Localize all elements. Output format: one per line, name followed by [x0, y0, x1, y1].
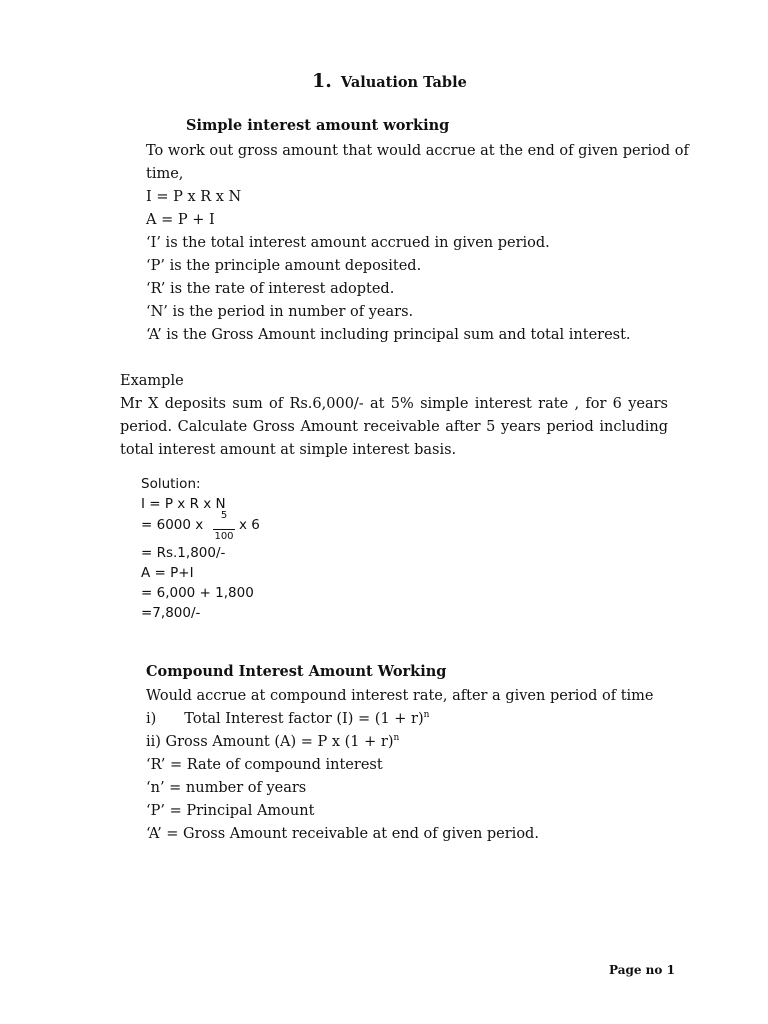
simple-formula-a: A = P + I — [146, 212, 215, 228]
simple-def-i: ‘I’ is the total interest amount accrued in given period. — [146, 235, 550, 251]
compound-item-1 — [146, 709, 429, 729]
simple-line-2: time, — [146, 166, 184, 182]
compound-item-1-exponent: n — [423, 710, 430, 721]
fraction-numerator: 5 — [220, 510, 228, 521]
solution-amount-calc: = 6,000 + 1,800 — [141, 585, 254, 601]
solution-amount-result: =7,800/- — [141, 605, 201, 621]
simple-def-a: ‘A’ is the Gross Amount including principal sum and total interest. — [146, 327, 631, 343]
simple-def-n: ‘N’ is the period in number of years. — [146, 304, 414, 320]
compound-item-1-label: i) — [146, 711, 157, 727]
compound-item-2 — [146, 732, 399, 752]
compound-item-1-text: Total Interest factor (I) = (1 + r) — [184, 711, 424, 727]
compound-def-a: ‘A’ = Gross Amount receivable at end of given period. — [146, 826, 539, 842]
fraction-denominator: 100 — [214, 531, 234, 542]
example-label: Example — [120, 373, 184, 389]
section-number: 1. — [312, 70, 332, 92]
section-title: Valuation Table — [340, 74, 467, 91]
page-number: Page no 1 — [609, 963, 675, 977]
solution-calc-prefix: = 6000 x — [141, 517, 204, 533]
compound-def-p: ‘P’ = Principal Amount — [146, 803, 315, 819]
solution-interest-result: = Rs.1,800/- — [141, 545, 226, 561]
page-title — [312, 70, 467, 92]
simple-def-p: ‘P’ is the principle amount deposited. — [146, 258, 422, 274]
simple-def-r: ‘R’ is the rate of interest adopted. — [146, 281, 395, 297]
compound-item-2-exponent: n — [393, 733, 400, 744]
compound-interest-heading: Compound Interest Amount Working — [146, 663, 447, 680]
example-text: Mr X deposits sum of Rs.6,000/- at 5% simple interest rate , for 6 years period. Calculate Gross Amount receivable after 5 years period including total interest amount at simple interest basis. — [120, 396, 668, 458]
compound-item-2-text: ii) Gross Amount (A) = P x (1 + r) — [146, 734, 394, 750]
solution-label: Solution: — [141, 476, 201, 492]
fraction-bar — [213, 529, 235, 530]
compound-intro: Would accrue at compound interest rate, after a given period of time — [146, 688, 654, 704]
simple-line-1: To work out gross amount that would accrue at the end of given period of — [146, 143, 689, 159]
simple-formula-i: I = P x R x N — [146, 189, 242, 205]
compound-def-n: ‘n’ = number of years — [146, 780, 307, 796]
simple-interest-heading: Simple interest amount working — [186, 117, 450, 134]
solution-calc-suffix: x 6 — [239, 517, 260, 533]
solution-formula: I = P x R x N — [141, 496, 226, 512]
solution-amount-formula: A = P+I — [141, 565, 194, 581]
compound-def-r: ‘R’ = Rate of compound interest — [146, 757, 383, 773]
